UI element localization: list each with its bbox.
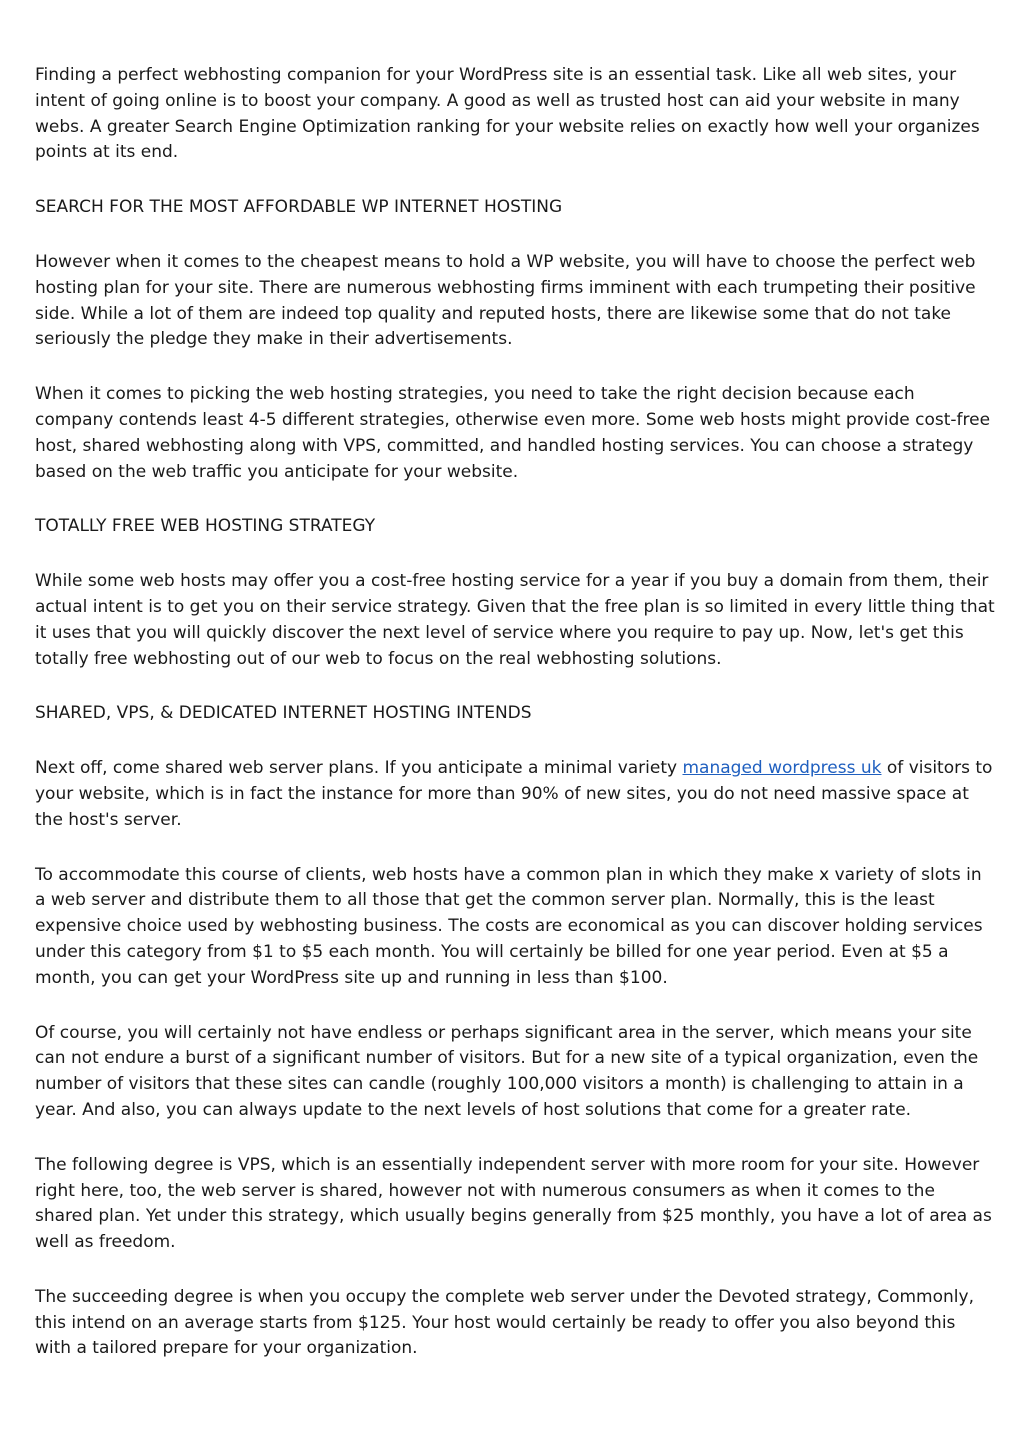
paragraph-shared-plans xyxy=(35,756,995,833)
paragraph-cheapest-means: However when it comes to the cheapest means to hold a WP website, you will have to choose the perfect web hosting plan for your site. There are numerous webhosting firms imminent with each trumpeting their positive side. While a lot of them are indeed top quality and reputed hosts, there are likewise some that do not take seriously the pledge they make in their advertisements. xyxy=(35,251,976,350)
paragraph-limited-area: Of course, you will certainly not have endless or perhaps significant area in the server, which means your site can not endure a burst of a significant number of visitors. But for a new site of a typical organization, even the number of visitors that these sites can candle (roughly 100,000 visitors a month) is challenging to attain in a year. And also, you can always update to the next levels of host solutions that come for a greater rate. xyxy=(35,1022,979,1120)
paragraph-vps: The following degree is VPS, which is an essentially independent server with more room for your site. However right here, too, the web server is shared, however not with numerous consumers as when it comes to the shared plan. Yet under this strategy, which usually begins generally from $25 monthly, you have a lot of area as well as freedom. xyxy=(35,1154,992,1253)
heading-free-hosting: TOTALLY FREE WEB HOSTING STRATEGY xyxy=(35,516,376,537)
paragraph-picking-strategies: When it comes to picking the web hosting strategies, you need to take the right decision because each company contends least 4-5 different strategies, otherwise even more. Some web hosts might provide cost-free host, shared webhosting along with VPS, committed, and handled hosting services. You can choose a strategy based on the web traffic you anticipate for your website. xyxy=(35,384,991,482)
heading-shared-vps-dedicated: SHARED, VPS, & DEDICATED INTERNET HOSTING INTENDS xyxy=(35,703,532,724)
paragraph-intro: Finding a perfect webhosting companion for your WordPress site is an essential task. Like all web sites, your intent of going online is to boost your company. A good as well as trusted host can aid your website in many webs. A greater Search Engine Optimization ranking for your website relies on exactly how well your organizes points at its end. xyxy=(35,65,980,163)
shared-plans-text-before: Next off, come shared web server plans. If you anticipate a minimal variety xyxy=(35,758,683,779)
paragraph-dedicated: The succeeding degree is when you occupy the complete web server under the Devoted strategy, Commonly, this intend on an average starts from $125. Your host would certainly be ready to offer you also beyond this with a tailored prepare for your organization. xyxy=(35,1286,974,1359)
paragraph-free-hosting: While some web hosts may offer you a cost-free hosting service for a year if you buy a domain from them, their actual intent is to get you on their service strategy. Given that the free plan is so limited in every little thing that it uses that you will quickly discover the next level of service where you require to pay up. Now, let's get this totally free webhosting out of our web to focus on the real webhosting solutions. xyxy=(35,571,995,669)
document-body xyxy=(35,63,995,1391)
shared-plans-text-after: of visitors to your website, which is in fact the instance for more than 90% of new sites, you do not need massive space at the host's server. xyxy=(35,758,993,830)
managed-wordpress-link[interactable]: managed wordpress uk xyxy=(682,758,882,779)
heading-affordable-hosting: SEARCH FOR THE MOST AFFORDABLE WP INTERNET HOSTING xyxy=(35,197,563,218)
paragraph-common-plan: To accommodate this course of clients, web hosts have a common plan in which they make x variety of slots in a web server and distribute them to all those that get the common server plan. Normally, this is the least expensive choice used by webhosting business. The costs are economical as you can discover holding services under this category from $1 to $5 each month. You will certainly be billed for one year period. Even at $5 a month, you can get your WordPress site up and running in less than $100. xyxy=(35,864,983,988)
